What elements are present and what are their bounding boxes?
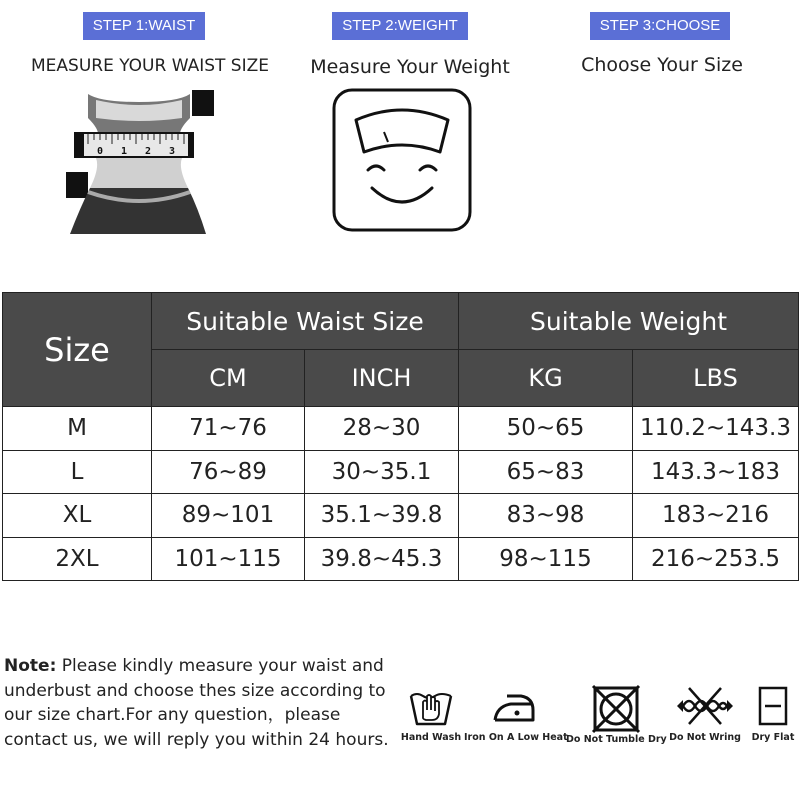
table-cell: M <box>3 407 152 451</box>
tape-number-2: 2 <box>144 146 152 157</box>
step-1 <box>62 12 226 40</box>
size-note <box>4 654 394 752</box>
note-label: Note: <box>4 656 57 676</box>
step-1-caption: MEASURE YOUR WAIST SIZE <box>30 56 270 76</box>
note-text: Please kindly measure your waist and underbust and choose thes size according to our size chart.For any question，please contact us, we will reply you within 24 hours. <box>4 656 389 750</box>
table-row <box>3 450 799 494</box>
table-row <box>3 494 799 538</box>
table-cell: 216~253.5 <box>633 537 799 581</box>
care-label-no-tumble-dry: Do Not Tumble Dry <box>566 734 667 745</box>
care-label-hand-wash: Hand Wash <box>400 732 462 743</box>
iron-low-heat-icon <box>489 684 539 728</box>
table-cell: 110.2~143.3 <box>633 407 799 451</box>
unit-header-cm: CM <box>152 350 305 407</box>
step-3 <box>578 12 742 40</box>
table-cell: L <box>3 450 152 494</box>
table-header-row <box>3 293 799 350</box>
weight-header: Suitable Weight <box>459 293 799 350</box>
scale-icon <box>332 88 472 232</box>
tape-number-0: 0 <box>96 146 104 157</box>
dry-flat-icon <box>757 684 789 728</box>
table-cell: 83~98 <box>459 494 633 538</box>
tape-number-1: 1 <box>120 146 128 157</box>
table-row <box>3 407 799 451</box>
unit-header-kg: KG <box>459 350 633 407</box>
table-cell: 39.8~45.3 <box>305 537 459 581</box>
step-2-badge: STEP 2:WEIGHT <box>332 12 468 40</box>
step-1-badge: STEP 1:WAIST <box>83 12 206 40</box>
waist-size-header: Suitable Waist Size <box>152 293 459 350</box>
tape-number-3: 3 <box>168 146 176 157</box>
care-iron-low-heat <box>464 684 568 743</box>
table-cell: 50~65 <box>459 407 633 451</box>
table-cell: 35.1~39.8 <box>305 494 459 538</box>
no-wring-icon <box>673 684 737 728</box>
unit-header-inch: INCH <box>305 350 459 407</box>
care-no-tumble-dry <box>566 684 666 745</box>
table-cell: 76~89 <box>152 450 305 494</box>
table-row <box>3 537 799 581</box>
care-label-iron-low-heat: Iron On A Low Heat <box>464 732 568 743</box>
table-cell: 98~115 <box>459 537 633 581</box>
table-cell: 101~115 <box>152 537 305 581</box>
size-chart-table <box>2 292 799 581</box>
table-cell: 30~35.1 <box>305 450 459 494</box>
hand-wash-icon <box>408 684 454 728</box>
care-label-dry-flat: Dry Flat <box>751 732 795 743</box>
table-cell: 28~30 <box>305 407 459 451</box>
step-3-badge: STEP 3:CHOOSE <box>590 12 731 40</box>
table-cell: 71~76 <box>152 407 305 451</box>
step-2 <box>318 12 482 40</box>
table-cell: XL <box>3 494 152 538</box>
step-3-caption: Choose Your Size <box>581 54 743 76</box>
unit-header-lbs: LBS <box>633 350 799 407</box>
waist-measure-icon <box>58 88 218 238</box>
table-cell: 65~83 <box>459 450 633 494</box>
table-cell: 183~216 <box>633 494 799 538</box>
care-dry-flat <box>748 684 798 743</box>
care-hand-wash <box>398 684 464 743</box>
table-cell: 2XL <box>3 537 152 581</box>
table-cell: 89~101 <box>152 494 305 538</box>
table-cell: 143.3~183 <box>633 450 799 494</box>
care-no-wring <box>668 684 742 743</box>
no-tumble-dry-icon <box>591 684 641 734</box>
step-2-caption: Measure Your Weight <box>310 56 510 78</box>
size-column-header: Size <box>3 293 152 407</box>
care-label-no-wring: Do Not Wring <box>669 732 741 743</box>
